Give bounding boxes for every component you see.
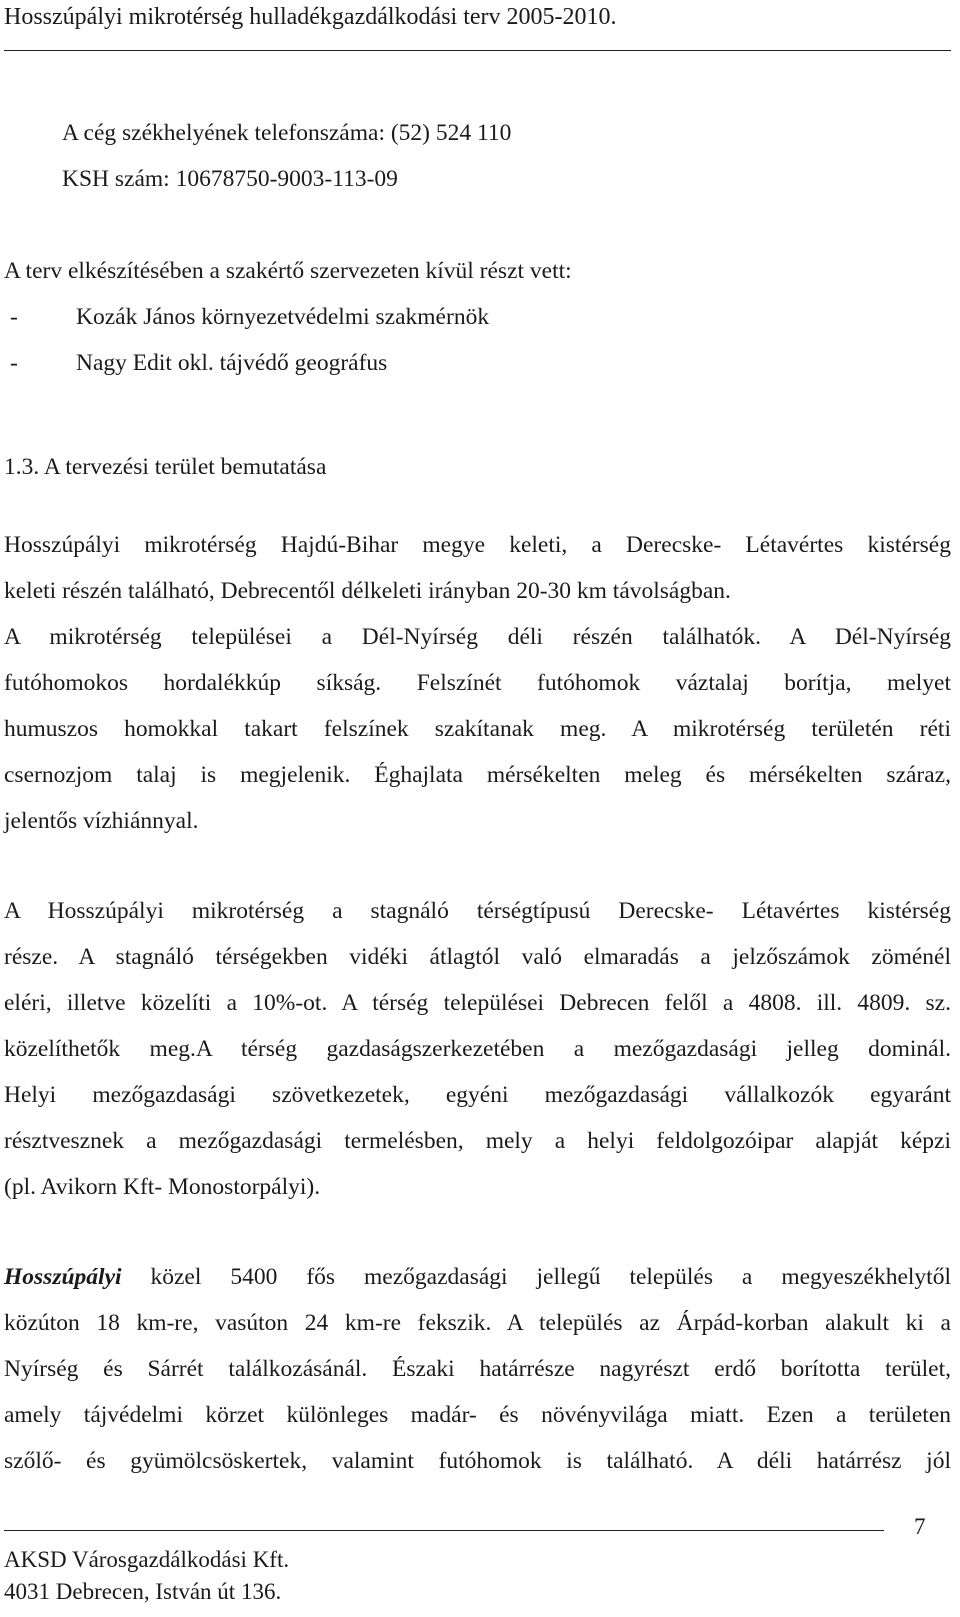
paragraph-line: része. A stagnáló térségekben vidéki átlagtól való elmaradás a jelzőszámok zöménél [4, 944, 951, 970]
contributors-intro: A terv elkészítésében a szakértő szervezeten kívül részt vett: [4, 258, 572, 284]
paragraph-line: keleti részén található, Debrecentől délkeleti irányban 20-30 km távolságban. [4, 578, 731, 604]
paragraph-line: Helyi mezőgazdasági szövetkezetek, egyéni mezőgazdasági vállalkozók egyaránt [4, 1082, 951, 1108]
paragraph-line [4, 1254, 951, 1300]
list-item: Nagy Edit okl. tájvédő geográfus [76, 350, 388, 376]
header-title: Hosszúpályi mikrotérség hulladékgazdálkodási terv 2005-2010. [4, 4, 617, 30]
section-number: 1.3. [4, 454, 40, 480]
paragraph-line: (pl. Avikorn Kft- Monostorpályi). [4, 1174, 321, 1200]
paragraph-line: futóhomokos hordalékkúp síkság. Felszínét futóhomok váztalaj borítja, melyet [4, 670, 951, 696]
paragraph-line: közúton 18 km-re, vasúton 24 km-re fekszik. A település az Árpád-korban alakult ki a [4, 1310, 951, 1336]
section-title: A tervezési terület bemutatása [43, 454, 327, 480]
paragraph-line: amely tájvédelmi körzet különleges madár- és növényvilága miatt. Ezen a területen [4, 1402, 951, 1428]
paragraph-line: A Hosszúpályi mikrotérség a stagnáló térségtípusú Derecske- Létavértes kistérség [4, 898, 951, 924]
paragraph-line: A mikrotérség települései a Dél-Nyírség déli részén találhatók. A Dél-Nyírség [4, 624, 951, 650]
phone-line: A cég székhelyének telefonszáma: (52) 524 110 [62, 120, 512, 146]
section-heading [4, 452, 326, 482]
list-dash: - [10, 304, 18, 330]
footer-address: 4031 Debrecen, István út 136. [4, 1579, 282, 1604]
paragraph-line: csernozjom talaj is megjelenik. Éghajlata mérsékelten meleg és mérsékelten száraz, [4, 762, 951, 788]
page-number: 7 [914, 1514, 926, 1539]
list-dash: - [10, 350, 18, 376]
paragraph-line: eléri, illetve közelíti a 10%-ot. A térség települései Debrecen felől a 4808. ill. 4809. sz. [4, 990, 951, 1016]
footer-company: AKSD Városgazdálkodási Kft. [4, 1547, 290, 1572]
paragraph-line: résztvesznek a mezőgazdasági termelésben, mely a helyi feldolgozóipar alapját képzi [4, 1128, 951, 1154]
paragraph-line: Nyírség és Sárrét találkozásánál. Északi határrésze nagyrészt erdő borította terület, [4, 1356, 951, 1382]
header-rule [4, 50, 951, 51]
list-item: Kozák János környezetvédelmi szakmérnök [76, 304, 490, 330]
footer-rule [4, 1530, 884, 1531]
paragraph-line: Hosszúpályi mikrotérség Hajdú-Bihar megye keleti, a Derecske- Létavértes kistérség [4, 532, 951, 558]
paragraph-line-rest: közel 5400 fős mezőgazdasági jellegű település a megyeszékhelytől [121, 1264, 951, 1290]
paragraph-line: közelíthetők meg.A térség gazdaságszerkezetében a mezőgazdasági jelleg dominál. [4, 1036, 951, 1062]
ksh-line: KSH szám: 10678750-9003-113-09 [62, 166, 398, 192]
paragraph-line: szőlő- és gyümölcsöskertek, valamint futóhomok is található. A déli határrész jól [4, 1448, 951, 1474]
settlement-name: Hosszúpályi [4, 1264, 122, 1290]
paragraph-line: jelentős vízhiánnyal. [4, 808, 199, 834]
paragraph-line: humuszos homokkal takart felszínek szakítanak meg. A mikrotérség területén réti [4, 716, 951, 742]
